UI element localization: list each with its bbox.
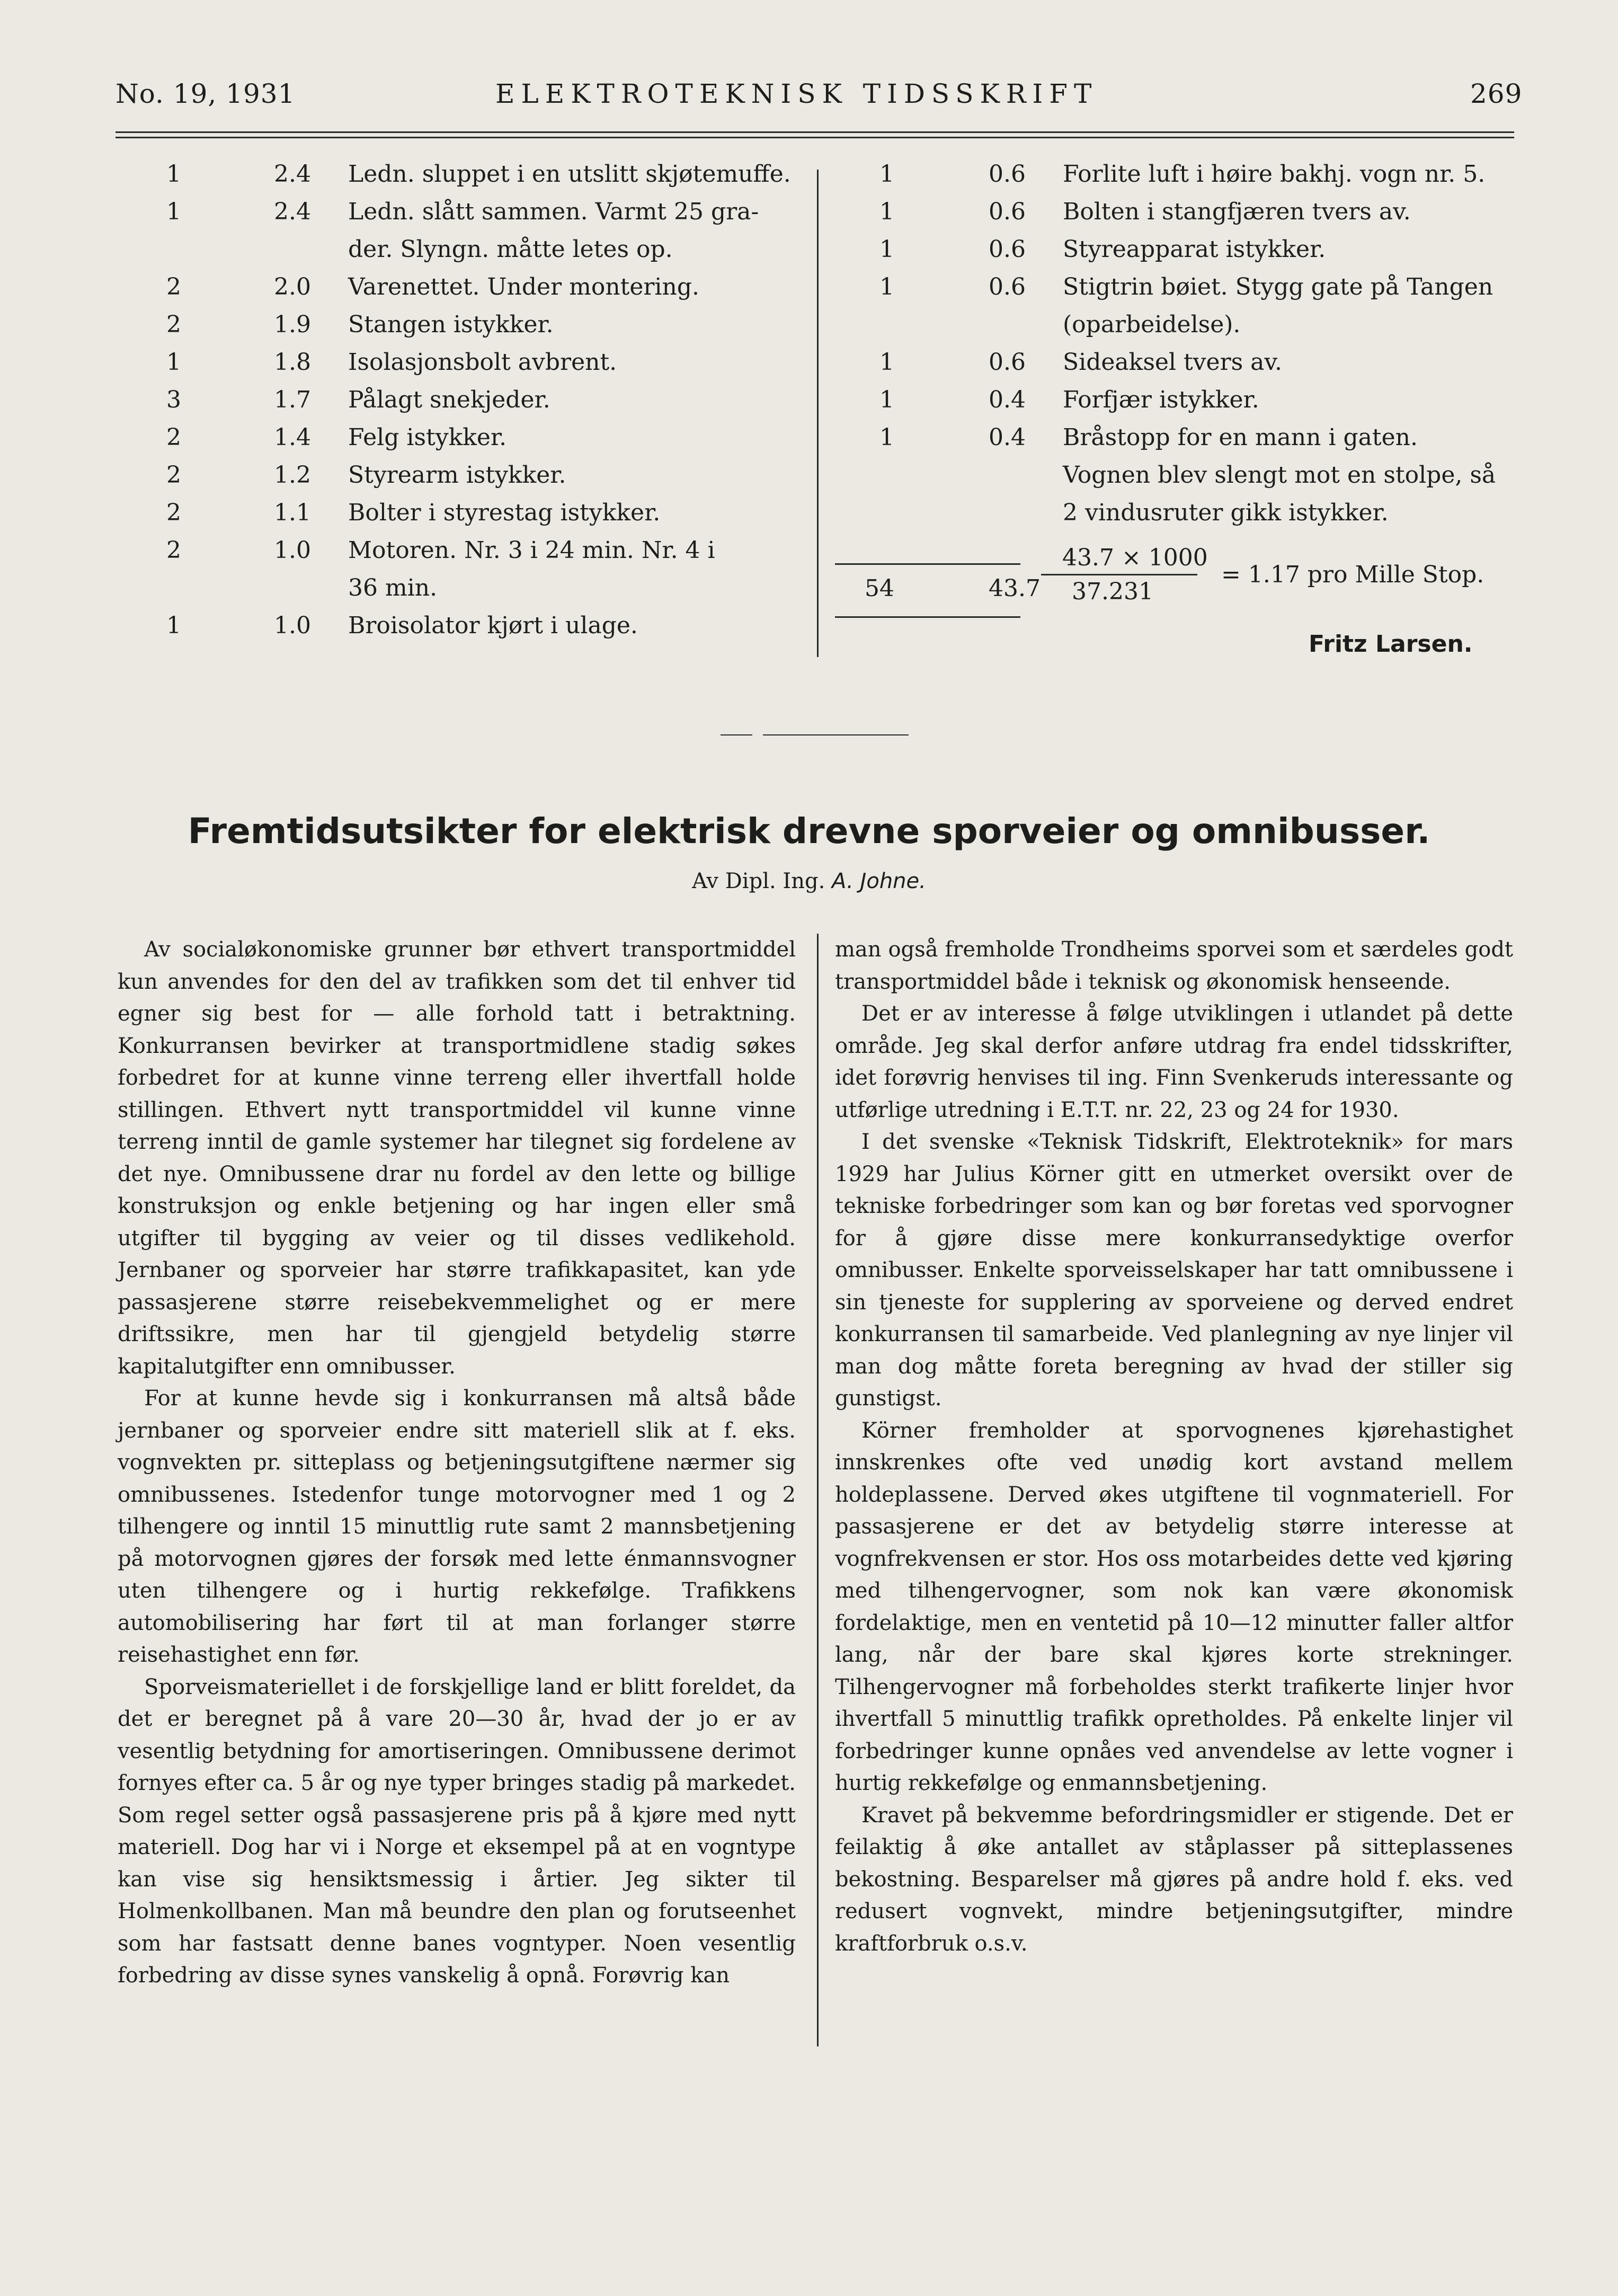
row-value: 1.1: [274, 499, 311, 526]
row-count: 1: [879, 273, 894, 300]
column-divider: [817, 934, 819, 2046]
row-description: der. Slyngn. måtte letes op.: [348, 236, 673, 263]
table-row: [118, 456, 806, 494]
row-value: 0.4: [989, 424, 1026, 451]
row-description: Broisolator kjørt i ulage.: [348, 612, 638, 639]
body-paragraph: I det svenske «Teknisk Tidskrift, Elektroteknik» for mars 1929 har Julius Körner gitt en utmerket oversikt over de tekniske forbedringer som kan og bør foretas ved sporvogner for å gjøre disse mere konkurransedyktige overfor omnibusser. Enkelte sporveisselskaper har tatt omnibussene i sin tjeneste for supplering av sporveiene og derved endret konkurransen til samarbeide. Ved planlegning av nye linjer vil man dog måtte foreta beregning av hvad der stiller sig gunstigst.: [835, 1130, 1513, 1411]
row-value: 0.6: [989, 161, 1026, 188]
row-count: 1: [166, 161, 181, 188]
row-description: Stangen istykker.: [348, 311, 554, 338]
header-rule-bottom: [115, 137, 1514, 138]
article-title: Fremtidsutsikter for elektrisk drevne sporveier og omnibusser.: [188, 811, 1430, 852]
table-row: [118, 193, 806, 231]
body-paragraph: man også fremholde Trondheims sporvei som et særdeles godt transportmiddel både i teknisk og økonomisk henseende.: [835, 937, 1513, 994]
separator-long: [763, 734, 909, 735]
row-count: 1: [879, 236, 894, 263]
row-value: 0.6: [989, 198, 1026, 225]
row-description: Varenettet. Under montering.: [348, 273, 699, 300]
row-count: 1: [879, 386, 894, 413]
totals-rule-bottom: [835, 616, 1020, 618]
row-description: Bolter i styrestag istykker.: [348, 499, 661, 526]
table-row: [835, 419, 1518, 456]
formula-numerator: 43.7 × 1000: [1062, 544, 1208, 571]
row-value: 1.7: [274, 386, 311, 413]
body-paragraph: For at kunne hevde sig i konkurransen må altså både jernbaner og sporveier endre sitt materiell slik at f. eks. vognvekten pr. sitteplass og betjeningsutgiftene nærmer sig omnibussenes. Istedenfor tunge motorvogner med 1 og 2 tilhengere og inntil 15 minuttlig rute samt 2 mannsbetjening på motorvognen gjøres der forsøk med lette énmannsvogner uten tilhengere og i hurtig rekkefølge. Trafikkens automobilisering har ført til at man forlanger større reisehastighet enn før.: [118, 1386, 796, 1667]
row-description: Ledn. sluppet i en utslitt skjøtemuffe.: [348, 161, 791, 188]
formula-denominator: 37.231: [1072, 578, 1153, 605]
table-row: [835, 306, 1518, 343]
row-value: 0.6: [989, 273, 1026, 300]
row-count: 1: [879, 161, 894, 188]
signature: Fritz Larsen.: [1309, 631, 1473, 658]
row-description: Vognen blev slengt mot en stolpe, så: [1063, 462, 1496, 489]
total-value: 43.7: [989, 575, 1041, 602]
body-paragraph: Sporveismateriellet i de forskjellige land er blitt foreldet, da det er beregnet på å vare 20—30 år, hvad der jo er av vesentlig betydning for amortiseringen. Omnibussene derimot fornyes efter ca. 5 år og nye typer bringes stadig på markedet. Som regel setter også passasjerene pris på å kjøre med nytt materiell. Dog har vi i Norge et eksempel på at en vogntype kan vise sig hensiktsmessig i årtier. Jeg sikter til Holmenkollbanen. Man må beundre den plan og forutseenhet som har fastsatt denne banes vogntyper. Noen vesentlig forbedring av disse synes vanskelig å opnå. Forøvrig kan: [118, 1674, 796, 1988]
row-description: Styrearm istykker.: [348, 462, 566, 489]
row-count: 2: [166, 273, 181, 300]
table-row: [835, 268, 1518, 306]
table-row: [118, 343, 806, 381]
table-row: [835, 494, 1518, 531]
row-value: 0.6: [989, 349, 1026, 376]
table-row: [835, 456, 1518, 494]
row-description: (oparbeidelse).: [1063, 311, 1241, 338]
row-value: 2.4: [274, 161, 311, 188]
row-value: 2.4: [274, 198, 311, 225]
row-value: 0.6: [989, 236, 1026, 263]
row-description: 36 min.: [348, 574, 438, 601]
body-paragraph: Körner fremholder at sporvognenes kjørehastighet innskrenkes ofte ved unødig kort avstand mellem holdeplassene. Derved økes utgiftene til vognmateriell. For passasjerene er det av betydelig større interesse at vognfrekvensen er stor. Hos oss motarbeides dette ved kjøring med tilhengervogner, som nok kan være økonomisk fordelaktige, men en ventetid på 10—12 minutter faller altfor lang, når der bare skal kjøres korte strekninger. Tilhengervogner må forbeholdes sterkt trafikerte linjer hvor ihvertfall 5 minuttlig trafikk opretholdes. På enkelte linjer vil forbedringer kunne opnåes ved anvendelse av lette vogner i hurtig rekkefølge og enmannsbetjening.: [835, 1418, 1513, 1795]
issue-number: No. 19, 1931: [115, 78, 296, 109]
row-description: Stigtrin bøiet. Stygg gate på Tangen: [1063, 273, 1493, 300]
totals-rule-top: [835, 563, 1020, 565]
row-description: 2 vindusruter gikk istykker.: [1063, 499, 1389, 526]
table-row: [118, 155, 806, 193]
row-value: 1.0: [274, 537, 311, 564]
byline-prefix: Av Dipl. Ing.: [692, 869, 825, 893]
row-count: 2: [166, 462, 181, 489]
table-row: [118, 268, 806, 306]
row-count: 1: [166, 198, 181, 225]
fault-table-right: [835, 155, 1518, 531]
total-count: 54: [865, 575, 894, 602]
separator-short: [721, 734, 752, 735]
table-row: [118, 306, 806, 343]
row-description: Motoren. Nr. 3 i 24 min. Nr. 4 i: [348, 537, 715, 564]
body-column-left: [118, 934, 796, 1992]
row-description: Forlite luft i høire bakhj. vogn nr. 5.: [1063, 161, 1486, 188]
table-divider: [817, 170, 819, 657]
row-value: 1.2: [274, 462, 311, 489]
row-value: 2.0: [274, 273, 311, 300]
row-value: 1.8: [274, 349, 311, 376]
row-count: 1: [879, 349, 894, 376]
table-row: [835, 231, 1518, 268]
journal-name: ELEKTROTEKNISK TIDSSKRIFT: [495, 78, 1098, 109]
row-count: 2: [166, 499, 181, 526]
table-row: [118, 419, 806, 456]
row-count: 1: [166, 612, 181, 639]
row-value: 1.4: [274, 424, 311, 451]
table-row: [835, 343, 1518, 381]
row-description: Pålagt snekjeder.: [348, 386, 550, 413]
row-description: Forfjær istykker.: [1063, 386, 1259, 413]
row-count: 2: [166, 424, 181, 451]
table-row: [835, 193, 1518, 231]
row-description: Bråstopp for en mann i gaten.: [1063, 424, 1418, 451]
formula-result: = 1.17 pro Mille Stop.: [1221, 561, 1484, 588]
table-row: [118, 531, 806, 569]
row-count: 2: [166, 311, 181, 338]
page-number: 269: [1470, 78, 1523, 109]
header-rule-top: [115, 131, 1514, 133]
body-column-right: [835, 934, 1513, 1960]
body-paragraph: Av socialøkonomiske grunner bør ethvert transportmiddel kun anvendes for den del av trafikken som det til enhver tid egner sig best for — alle forhold tatt i betraktning. Konkurransen bevirker at transportmidlene stadig søkes forbedret for at kunne vinne terreng eller ihvertfall holde stillingen. Ethvert nytt transportmiddel vil kunne vinne terreng inntil de gamle systemer har tilegnet sig fordelene av det nye. Omnibussene drar nu fordel av den lette og billige konstruksjon og enkle betjening og har ingen eller små utgifter til bygging av veier og til disses vedlikehold. Jernbaner og sporveier har større trafikkapasitet, kan yde passasjerene større reisebekvemmelighet og er mere driftssikre, men har til gjengjeld betydelig større kapitalutgifter enn omnibusser.: [118, 937, 796, 1379]
row-description: Ledn. slått sammen. Varmt 25 gra-: [348, 198, 759, 225]
body-paragraph: Det er av interesse å følge utviklingen i utlandet på dette område. Jeg skal derfor anføre utdrag fra endel tidsskrifter, idet forøvrig henvises til ing. Finn Svenkeruds interessante og utførlige utredning i E.T.T. nr. 22, 23 og 24 for 1930.: [835, 1001, 1513, 1122]
author-name: A. Johne.: [832, 869, 926, 893]
table-row: [118, 231, 806, 268]
row-count: 1: [879, 424, 894, 451]
table-row: [118, 569, 806, 607]
table-row: [835, 381, 1518, 419]
row-count: 1: [166, 349, 181, 376]
table-row: [835, 155, 1518, 193]
row-value: 1.0: [274, 612, 311, 639]
row-description: Sideaksel tvers av.: [1063, 349, 1283, 376]
table-row: [118, 494, 806, 531]
row-description: Styreapparat istykker.: [1063, 236, 1326, 263]
row-description: Bolten i stangfjæren tvers av.: [1063, 198, 1411, 225]
fraction-bar: [1041, 574, 1197, 575]
row-count: 1: [879, 198, 894, 225]
table-row: [118, 607, 806, 644]
table-row: [118, 381, 806, 419]
body-paragraph: Kravet på bekvemme befordringsmidler er stigende. Det er feilaktig å øke antallet av ståplasser på sitteplassenes bekostning. Besparelser må gjøres på andre hold f. eks. ved redusert vognvekt, mindre betjeningsutgifter, mindre kraftforbruk o.s.v.: [835, 1803, 1513, 1956]
row-value: 0.4: [989, 386, 1026, 413]
row-description: Felg istykker.: [348, 424, 507, 451]
row-count: 2: [166, 537, 181, 564]
fault-table-left: [118, 155, 806, 644]
row-value: 1.9: [274, 311, 311, 338]
row-count: 3: [166, 386, 181, 413]
byline: [0, 869, 1618, 893]
row-description: Isolasjonsbolt avbrent.: [348, 349, 617, 376]
